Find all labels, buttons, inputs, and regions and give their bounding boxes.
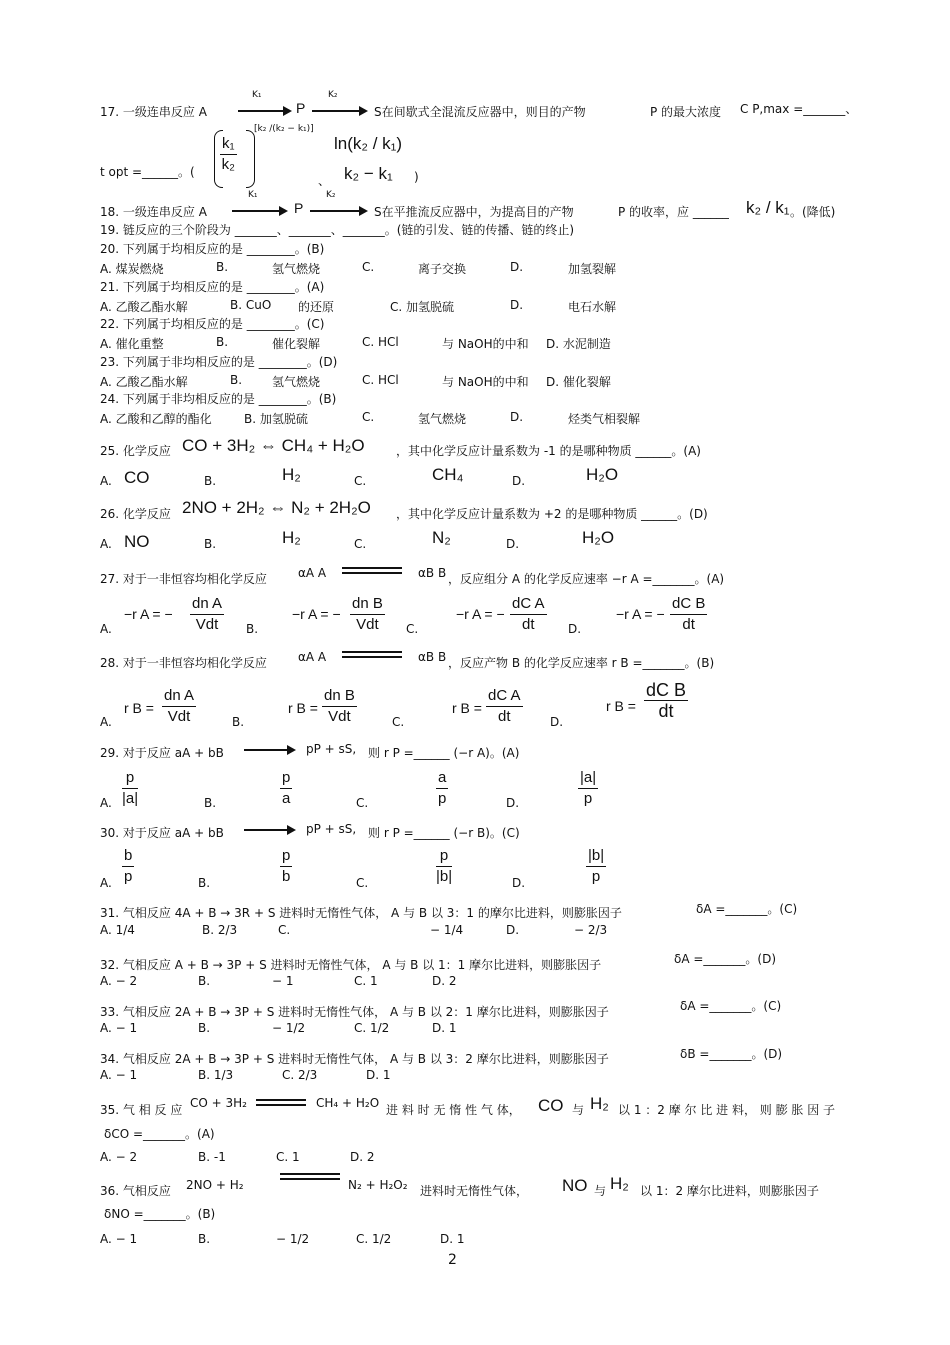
q27-equilibrium-arrow	[342, 566, 402, 576]
q30-opt-label: A.	[100, 876, 112, 890]
q28-opt-num: dC A	[486, 686, 523, 707]
q32-stem: 32. 气相反应 A + B → 3P + S 进料时无惰性气体， A 与 B 以 1：1 摩尔比进料，则膨胀因子	[100, 958, 602, 972]
q31-opt: − 1/4	[430, 923, 464, 937]
q28-opt-den: Vdt	[167, 708, 191, 725]
q36-opt: B.	[198, 1232, 211, 1246]
q24-opt: 氢气燃烧	[418, 412, 467, 426]
q34-opt: A. − 1	[100, 1068, 138, 1082]
q22-stem: 22. 下列属于均相反应的是 ________。(C)	[100, 317, 325, 331]
q17-ln: ln(k₂ / k₁)	[334, 134, 403, 153]
q28-opt-lhs: r B =	[288, 700, 318, 716]
q17-tail: P 的最大浓度	[650, 105, 722, 119]
q20-opt: D.	[510, 260, 524, 274]
q35-pre: 35. 气 相 反 应	[100, 1103, 183, 1117]
q30-opt-fraction	[280, 846, 292, 887]
q26-opt-value: H₂O	[582, 528, 615, 547]
q32-opt: B.	[198, 974, 211, 988]
q36-pre: 36. 气相反应	[100, 1184, 171, 1198]
q29-opt-num: a	[436, 768, 448, 789]
q17-cpmax: C P,max =_______、	[740, 102, 858, 116]
q27-opt-lhs: −r A = −	[292, 606, 341, 622]
q36-delta: δNO =_______。(B)	[104, 1207, 216, 1221]
q28-opt-num: dn B	[322, 686, 357, 707]
q35-co: CO	[538, 1096, 564, 1115]
q25-opt-value: H₂	[282, 465, 301, 484]
q26-opt-value: NO	[124, 532, 150, 551]
q17-k2: K₂	[328, 90, 338, 100]
q21-opt: B. CuO	[230, 298, 272, 312]
q20-opt: A. 煤炭燃烧	[100, 262, 164, 276]
q33-opt: − 1/2	[272, 1021, 306, 1035]
q34-opt: D. 1	[366, 1068, 391, 1082]
q28-opt-den: dt	[658, 701, 674, 721]
q18-arrow1	[232, 210, 286, 212]
q17-close: )	[414, 170, 419, 184]
q30-opt-num: b	[122, 846, 134, 867]
q27-opt-label: A.	[100, 622, 112, 636]
q28-opt-den: Vdt	[328, 708, 351, 725]
q30-opt-fraction	[436, 846, 452, 887]
q33-opt: C. 1/2	[354, 1021, 390, 1035]
q20-opt: 离子交换	[418, 262, 467, 276]
q29-opt-fraction	[280, 768, 292, 809]
q36-opt: C. 1/2	[356, 1232, 392, 1246]
q30-opt-fraction	[586, 846, 606, 887]
q27-opt-num: dn A	[190, 594, 224, 615]
q25-opt-label: D.	[512, 474, 526, 488]
q30-opt-num: p	[280, 846, 292, 867]
q17-kdiff: k₂ − k₁	[344, 164, 393, 183]
q28-opt-label: B.	[232, 715, 245, 729]
q31-opt: C.	[278, 923, 291, 937]
q28-pre: 28. 对于一非恒容均相化学反应	[100, 656, 267, 670]
q17-stem: 17. 一级连串反应 A	[100, 105, 207, 119]
q26-opt-label: A.	[100, 537, 112, 551]
q24-opt: B. 加氢脱硫	[244, 412, 308, 426]
q35-delta: δCO =_______。(A)	[104, 1127, 215, 1141]
q36-equilibrium-arrow	[280, 1172, 340, 1182]
q18-ratio: k₂ / k₁	[746, 198, 790, 217]
q17-p: P	[296, 100, 306, 116]
q17-rest: S在间歇式全混流反应器中，则目的产物	[374, 105, 586, 119]
q32-opt: D. 2	[432, 974, 457, 988]
q23-opt: 与 NaOH的中和	[442, 375, 529, 389]
q25-pre: 25. 化学反应	[100, 444, 171, 458]
q17-sep: 、	[318, 174, 331, 188]
q36-rhs: N₂ + H₂O₂	[348, 1178, 408, 1192]
q18-k1: K₁	[248, 190, 258, 200]
q29-opt-num: p	[280, 768, 292, 789]
q27-opt-lhs: −r A = −	[124, 606, 173, 622]
q21-opt: D.	[510, 298, 524, 312]
q17-arrow2	[312, 110, 366, 112]
q29-opt-fraction	[578, 768, 598, 809]
q27-opt-num: dC B	[670, 594, 707, 615]
q33-opt: B.	[198, 1021, 211, 1035]
q27-opt-fraction	[670, 594, 707, 635]
q36-h2: H₂	[610, 1174, 629, 1193]
q32-delta: δA =_______。(D)	[674, 952, 777, 966]
q17-arrow1	[238, 110, 290, 112]
q27-opt-lhs: −r A = −	[616, 606, 665, 622]
q27-opt-label: C.	[406, 622, 419, 636]
q28-post: ，反应产物 B 的化学反应速率 r B =_______。(B)	[448, 656, 715, 670]
q33-delta: δA =_______。(C)	[680, 999, 782, 1013]
q18-rest: S在平推流反应器中，为提高目的产物	[374, 205, 574, 219]
q30-post: 则 r P =______ (−r B)。(C)	[368, 826, 520, 840]
q29-opt-label: D.	[506, 796, 520, 810]
q25-opt-value: CH₄	[432, 465, 464, 484]
q24-stem: 24. 下列属于非均相反应的是 ________。(B)	[100, 392, 337, 406]
q28-opt-fraction	[486, 686, 523, 727]
q29-pre: 29. 对于反应 aA + bB	[100, 746, 224, 760]
q27-opt-fraction	[510, 594, 547, 635]
q27-opt-fraction	[350, 594, 385, 635]
q18-k2: K₂	[326, 190, 336, 200]
q36-tail: 以 1：2 摩尔比进料，则膨胀因子	[640, 1184, 819, 1198]
q30-prod: pP + sS,	[306, 822, 357, 836]
q35-opt: A. − 2	[100, 1150, 138, 1164]
q21-opt: 的还原	[298, 300, 335, 314]
q27-pre: 27. 对于一非恒容均相化学反应	[100, 572, 267, 586]
q27-opt-den: Vdt	[195, 616, 219, 633]
q28-opt-label: C.	[392, 715, 405, 729]
q31-delta: δA =_______。(C)	[696, 902, 798, 916]
q28-opt-lhs: r B =	[124, 700, 154, 716]
q28-opt-fraction	[644, 680, 688, 721]
q27-post: ，反应组分 A 的化学反应速率 −r A =_______。(A)	[448, 572, 725, 586]
q22-opt: A. 催化重整	[100, 337, 164, 351]
q32-opt: C. 1	[354, 974, 378, 988]
q26-opt-value: N₂	[432, 528, 451, 547]
q26-equation: 2NO + 2H₂ ⇔ N₂ + 2H₂O	[182, 498, 371, 517]
q29-opt-den: p	[438, 790, 447, 807]
q35-opt: D. 2	[350, 1150, 375, 1164]
q24-opt: 烃类气相裂解	[568, 412, 641, 426]
q29-opt-den: p	[583, 790, 593, 807]
q26-opt-label: B.	[204, 537, 217, 551]
q30-pre: 30. 对于反应 aA + bB	[100, 826, 224, 840]
q34-stem: 34. 气相反应 2A + B → 3P + S 进料时无惰性气体， A 与 B 以 3：2 摩尔比进料，则膨胀因子	[100, 1052, 609, 1066]
q28-lhs: αA A	[298, 650, 327, 664]
q30-opt-fraction	[122, 846, 134, 887]
q20-opt: 加氢裂解	[568, 262, 617, 276]
q30-opt-den: |b|	[436, 868, 453, 885]
q18-p: P	[294, 200, 304, 216]
q35-opt: C. 1	[276, 1150, 300, 1164]
q18-tail: P 的收率，应 ______	[618, 205, 729, 219]
q25-post: ，其中化学反应计量系数为 -1 的是哪种物质 ______。(A)	[396, 444, 701, 458]
q25-opt-value: CO	[124, 468, 150, 487]
q36-no: NO	[562, 1176, 588, 1195]
q26-post: ，其中化学反应计量系数为 +2 的是哪种物质 ______。(D)	[396, 507, 708, 521]
q33-opt: A. − 1	[100, 1021, 138, 1035]
q29-opt-label: A.	[100, 796, 112, 810]
q28-opt-lhs: r B =	[606, 698, 636, 714]
q23-stem: 23. 下列属于非均相反应的是 ________。(D)	[100, 355, 338, 369]
q21-opt: A. 乙酸乙酯水解	[100, 300, 188, 314]
q28-rhs: αB B	[418, 650, 447, 664]
q29-prod: pP + sS,	[306, 742, 357, 756]
q25-opt-value: H₂O	[586, 465, 619, 484]
q28-opt-fraction	[322, 686, 357, 727]
q29-post: 则 r P =______ (−r A)。(A)	[368, 746, 520, 760]
q31-opt: − 2/3	[574, 923, 608, 937]
q29-opt-fraction	[436, 768, 448, 809]
q17-exponent: [k₂ /(k₂ − k₁)]	[254, 124, 314, 134]
q35-with: 与	[572, 1103, 585, 1117]
q29-opt-num: |a|	[578, 768, 598, 789]
q23-opt: D. 催化裂解	[546, 375, 611, 389]
q27-opt-den: Vdt	[356, 616, 379, 633]
q28-opt-lhs: r B =	[452, 700, 482, 716]
q28-equilibrium-arrow	[342, 650, 402, 660]
q28-opt-label: D.	[550, 715, 564, 729]
q18-arrow2	[310, 210, 366, 212]
q20-opt: B.	[216, 260, 229, 274]
q31-opt: A. 1/4	[100, 923, 135, 937]
q25-opt-label: B.	[204, 474, 217, 488]
q29-opt-fraction	[122, 768, 138, 809]
q19: 19. 链反应的三个阶段为 _______、_______、_______。(链的引发、链的传播、链的终止)	[100, 223, 575, 237]
q26-opt-label: D.	[506, 537, 520, 551]
q26-pre: 26. 化学反应	[100, 507, 171, 521]
q26-opt-label: C.	[354, 537, 367, 551]
q30-opt-label: D.	[512, 876, 526, 890]
q35-opt: B. -1	[198, 1150, 226, 1164]
q17-frac-den: k₂	[221, 156, 235, 173]
q36-with: 与	[594, 1184, 607, 1198]
q27-opt-label: B.	[246, 622, 259, 636]
q35-equilibrium-arrow	[256, 1098, 306, 1108]
q29-opt-den: a	[282, 790, 291, 807]
q33-opt: D. 1	[432, 1021, 457, 1035]
q17-topt: t opt =______。(	[100, 165, 195, 179]
q24-opt: D.	[510, 410, 524, 424]
q18-answer: 。(降低)	[790, 205, 836, 219]
q31-stem: 31. 气相反应 4A + B → 3R + S 进料时无惰性气体， A 与 B 以 3：1 的摩尔比进料，则膨胀因子	[100, 906, 622, 920]
q25-equation: CO + 3H₂ ⇔ CH₄ + H₂O	[182, 436, 365, 455]
q17-k1: K₁	[252, 90, 262, 100]
q30-opt-num: |b|	[586, 846, 606, 867]
q36-lhs: 2NO + H₂	[186, 1178, 244, 1192]
q18-stem: 18. 一级连串反应 A	[100, 205, 207, 219]
q22-opt: D. 水泥制造	[546, 337, 611, 351]
q27-opt-den: dt	[522, 616, 535, 633]
q30-opt-num: p	[436, 846, 452, 867]
page-number: 2	[448, 1252, 457, 1268]
q25-opt-label: A.	[100, 474, 112, 488]
q27-lhs: αA A	[298, 566, 327, 580]
q27-rhs: αB B	[418, 566, 447, 580]
q27-opt-num: dC A	[510, 594, 547, 615]
q22-opt: 催化裂解	[272, 337, 321, 351]
q22-opt: B.	[216, 335, 229, 349]
q29-opt-num: p	[122, 768, 138, 789]
q24-opt: C.	[362, 410, 375, 424]
q21-opt: 电石水解	[568, 300, 617, 314]
q30-opt-den: p	[124, 868, 133, 885]
q28-opt-fraction	[162, 686, 196, 727]
q23-opt: B.	[230, 373, 243, 387]
q28-opt-num: dC B	[646, 680, 687, 700]
q30-opt-label: C.	[356, 876, 369, 890]
q36-post: 进料时无惰性气体，	[420, 1184, 529, 1198]
q28-opt-label: A.	[100, 715, 112, 729]
q21-stem: 21. 下列属于均相反应的是 ________。(A)	[100, 280, 325, 294]
q29-opt-den: |a|	[122, 790, 139, 807]
q34-opt: B. 1/3	[198, 1068, 234, 1082]
q23-opt: C. HCl	[362, 373, 399, 387]
q31-opt: D.	[506, 923, 520, 937]
q29-opt-label: B.	[204, 796, 217, 810]
q35-h2: H₂	[590, 1094, 609, 1113]
q30-opt-label: B.	[198, 876, 211, 890]
q22-opt: 与 NaOH的中和	[442, 337, 529, 351]
q28-opt-num: dn A	[162, 686, 196, 707]
q30-opt-den: b	[282, 868, 291, 885]
q33-stem: 33. 气相反应 2A + B → 3P + S 进料时无惰性气体， A 与 B 以 2：1 摩尔比进料，则膨胀因子	[100, 1005, 609, 1019]
q28-opt-den: dt	[498, 708, 511, 725]
q22-opt: C. HCl	[362, 335, 399, 349]
q32-opt: A. − 2	[100, 974, 138, 988]
q20-opt: C.	[362, 260, 375, 274]
q29-opt-label: C.	[356, 796, 369, 810]
q34-opt: C. 2/3	[282, 1068, 318, 1082]
q21-opt: C. 加氢脱硫	[390, 300, 455, 314]
q25-opt-label: C.	[354, 474, 367, 488]
q30-opt-den: p	[591, 868, 601, 885]
q35-tail: 以 1 ：2 摩 尔 比 进 料， 则 膨 胀 因 子	[618, 1103, 836, 1117]
q27-opt-num: dn B	[350, 594, 385, 615]
q27-opt-fraction	[190, 594, 224, 635]
q17-fraction	[220, 134, 237, 175]
q29-arrow	[244, 749, 294, 751]
q35-rhs: CH₄ + H₂O	[316, 1096, 380, 1110]
q27-opt-lhs: −r A = −	[456, 606, 505, 622]
q27-opt-label: D.	[568, 622, 582, 636]
q36-opt: D. 1	[440, 1232, 465, 1246]
q36-opt: − 1/2	[276, 1232, 310, 1246]
q17-frac-num: k₁	[220, 134, 237, 155]
q35-post: 进 料 时 无 惰 性 气 体，	[386, 1103, 521, 1117]
q31-opt: B. 2/3	[202, 923, 238, 937]
q27-opt-den: dt	[682, 616, 695, 633]
q20-opt: 氢气燃烧	[272, 262, 321, 276]
q30-arrow	[244, 829, 294, 831]
q20-stem: 20. 下列属于均相反应的是 ________。(B)	[100, 242, 325, 256]
q17-paren-right	[246, 130, 255, 188]
q26-opt-value: H₂	[282, 528, 301, 547]
q35-lhs: CO + 3H₂	[190, 1096, 247, 1110]
q36-opt: A. − 1	[100, 1232, 138, 1246]
q23-opt: 氢气燃烧	[272, 375, 321, 389]
q24-opt: A. 乙酸和乙醇的酯化	[100, 412, 212, 426]
q32-opt: − 1	[272, 974, 294, 988]
q23-opt: A. 乙酸乙酯水解	[100, 375, 188, 389]
q34-delta: δB =_______。(D)	[680, 1047, 783, 1061]
